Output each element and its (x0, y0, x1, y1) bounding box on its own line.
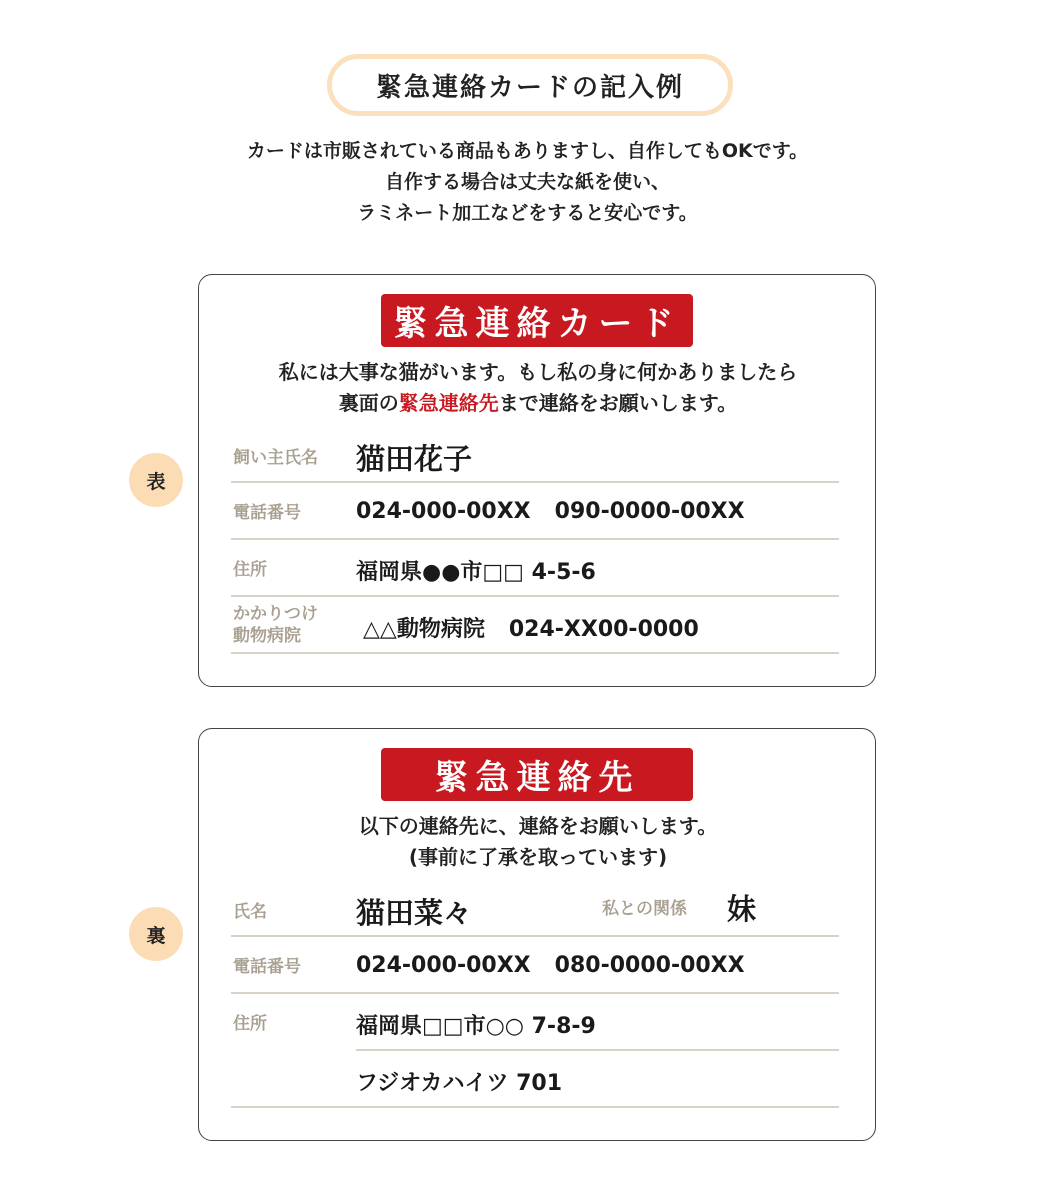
vet-phone: 024-XX00-0000 (508, 617, 699, 642)
front-card (198, 274, 876, 687)
phone-value (356, 499, 745, 524)
contact-name-value: 猫田菜々 (356, 896, 473, 930)
front-side-badge: 表 (129, 453, 183, 507)
relation-value: 妹 (727, 892, 757, 926)
vet-value (363, 612, 699, 643)
message-line (199, 388, 877, 419)
divider (231, 481, 839, 483)
back-card-banner: 緊急連絡先 (381, 748, 693, 801)
phone-label: 電話番号 (233, 957, 301, 977)
divider (231, 538, 839, 540)
relation-label: 私との関係 (602, 899, 687, 919)
owner-name-label: 飼い主氏名 (233, 448, 318, 468)
intro-text (0, 136, 1055, 229)
divider (231, 935, 839, 937)
owner-name-value: 猫田花子 (356, 442, 473, 476)
address-line: フジオカハイツ 701 (356, 1071, 563, 1096)
intro-line: 自作する場合は丈夫な紙を使い、 (384, 171, 670, 193)
back-card-message (199, 811, 877, 873)
page-title: 緊急連絡カードの記入例 (327, 54, 733, 116)
address-value: 福岡県●●市□□ 4-5-6 (356, 560, 596, 585)
phone-label: 電話番号 (233, 503, 301, 523)
emergency-contact-highlight: 緊急連絡先 (398, 391, 499, 415)
phone-number: 024-000-00XX (356, 953, 531, 978)
divider (231, 652, 839, 654)
intro-line: ラミネート加工などをすると安心です。 (357, 202, 698, 224)
vet-label-line: 動物病院 (233, 626, 301, 646)
divider (231, 1106, 839, 1108)
message-line: 以下の連絡先に、連絡をお願いします。 (358, 814, 718, 838)
vet-name: △△動物病院 (363, 617, 485, 642)
back-side-badge: 裏 (129, 907, 183, 961)
vet-label-line: かかりつけ (233, 604, 318, 624)
phone-number: 090-0000-00XX (554, 499, 745, 524)
address-line: 福岡県□□市○○ 7-8-9 (356, 1014, 596, 1039)
address-label: 住所 (233, 1014, 267, 1034)
address-label: 住所 (233, 560, 267, 580)
front-card-banner: 緊急連絡カード (381, 294, 693, 347)
message-text: まで連絡をお願いします。 (498, 391, 738, 415)
phone-number: 080-0000-00XX (554, 953, 745, 978)
message-line: 私には大事な猫がいます。もし私の身に何かありましたら (278, 360, 798, 384)
divider (356, 1049, 839, 1051)
back-card (198, 728, 876, 1141)
phone-value (356, 953, 745, 978)
message-text: 裏面の (338, 391, 399, 415)
divider (231, 992, 839, 994)
divider (231, 595, 839, 597)
phone-number: 024-000-00XX (356, 499, 531, 524)
vet-label (233, 603, 318, 647)
contact-name-label: 氏名 (233, 902, 267, 922)
front-card-message (199, 357, 877, 419)
message-line: (事前に了承を取っています) (408, 845, 668, 869)
intro-line: カードは市販されている商品もありますし、自作してもOKです。 (246, 140, 809, 162)
